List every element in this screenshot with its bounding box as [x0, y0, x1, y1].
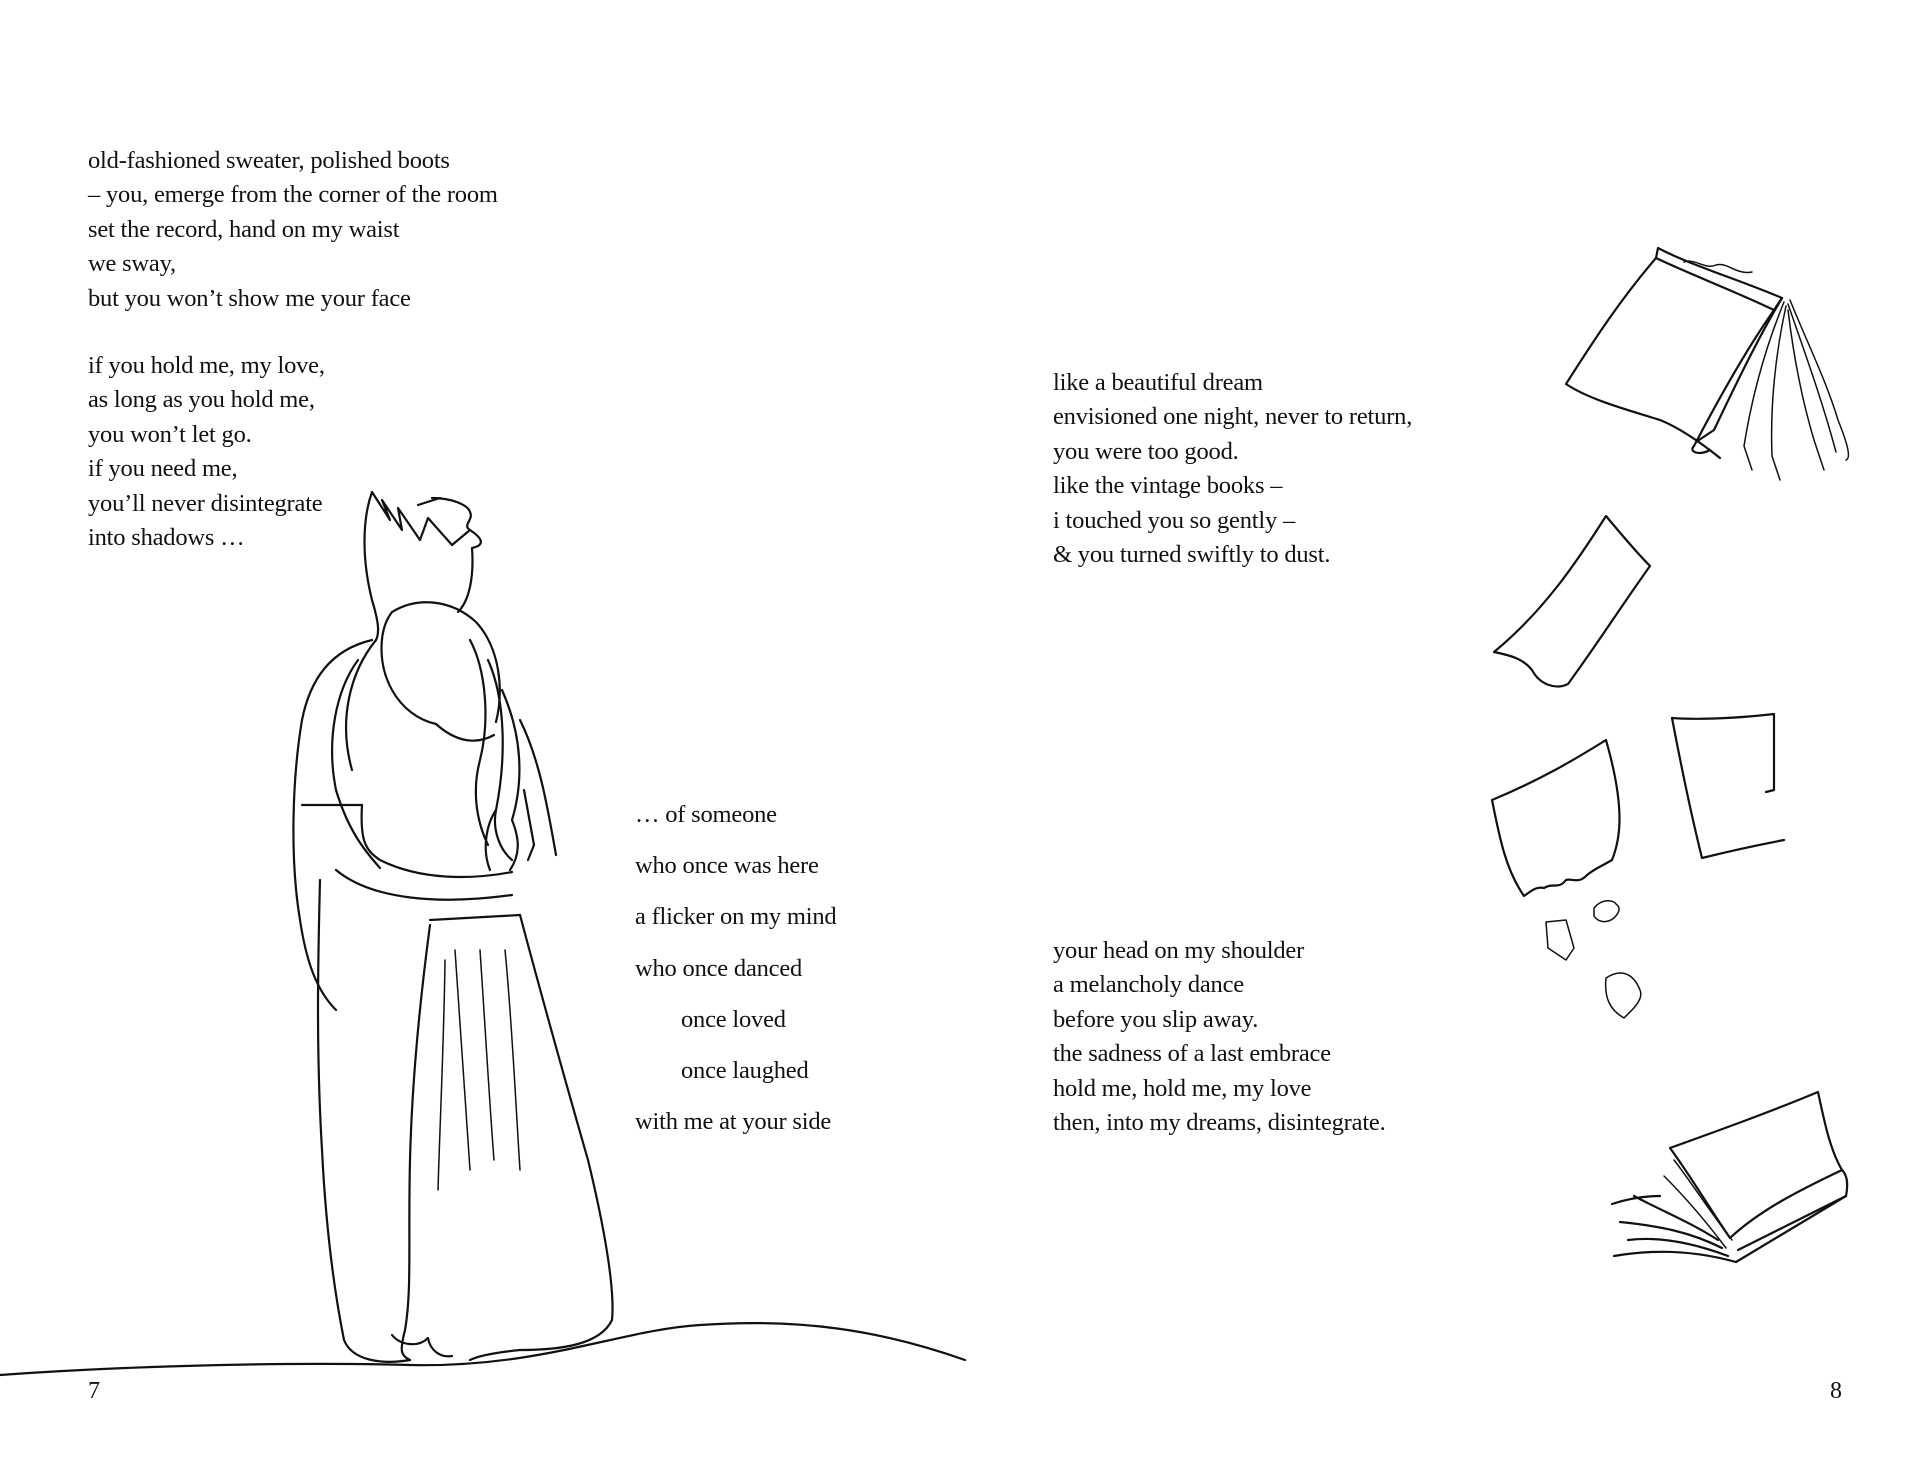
ground-line-icon	[0, 1323, 965, 1375]
poem-line: who once danced	[635, 954, 803, 982]
poem-line: then, into my dreams, disintegrate.	[1053, 1109, 1386, 1137]
poem-line: envisioned one night, never to return,	[1053, 403, 1413, 431]
poem-line: … of someone	[635, 801, 777, 828]
poem-line: with me at your side	[635, 1108, 832, 1136]
poem-line-indented: once laughed	[681, 1057, 809, 1085]
poem-line: like a beautiful dream	[1053, 369, 1263, 396]
poem-line: but you won’t show me your face	[88, 284, 411, 312]
poem-line: a flicker on my mind	[635, 903, 837, 931]
poem-line: you won’t let go.	[88, 420, 252, 448]
page-number-right: 8	[1830, 1378, 1842, 1404]
poem-line: we sway,	[88, 250, 176, 278]
poem-line: who once was here	[635, 852, 819, 880]
poem-line: if you hold me, my love,	[88, 352, 325, 379]
poem-line: like the vintage books –	[1053, 472, 1283, 500]
poem-line: & you turned swiftly to dust.	[1053, 541, 1331, 569]
left-stanza-2	[88, 349, 325, 555]
poem-line: if you need me,	[88, 455, 238, 483]
poem-line: old-fashioned sweater, polished boots	[88, 147, 450, 174]
poem-line-indented: once loved	[681, 1005, 786, 1033]
poem-line: the sadness of a last embrace	[1053, 1040, 1331, 1068]
poem-line: you’ll never disintegrate	[88, 489, 323, 517]
poem-line: as long as you hold me,	[88, 386, 315, 414]
poem-line: hold me, hold me, my love	[1053, 1074, 1312, 1102]
poem-line: – you, emerge from the corner of the room	[88, 181, 498, 209]
right-stanza-2	[1053, 934, 1386, 1140]
poem-line: i touched you so gently –	[1053, 506, 1296, 534]
poem-line: into shadows …	[88, 524, 245, 552]
poem-line: you were too good.	[1053, 437, 1239, 465]
poem-line: your head on my shoulder	[1053, 937, 1305, 964]
disintegrating-books-line-drawing-icon	[1492, 248, 1848, 1262]
poem-line: before you slip away.	[1053, 1005, 1259, 1033]
page-number-left: 7	[88, 1378, 100, 1404]
poem-line: a melancholy dance	[1053, 971, 1244, 999]
left-stanza-1	[88, 144, 498, 316]
poem-line: set the record, hand on my waist	[88, 215, 400, 243]
left-stanza-3	[635, 789, 836, 1147]
right-stanza-1	[1053, 366, 1412, 572]
